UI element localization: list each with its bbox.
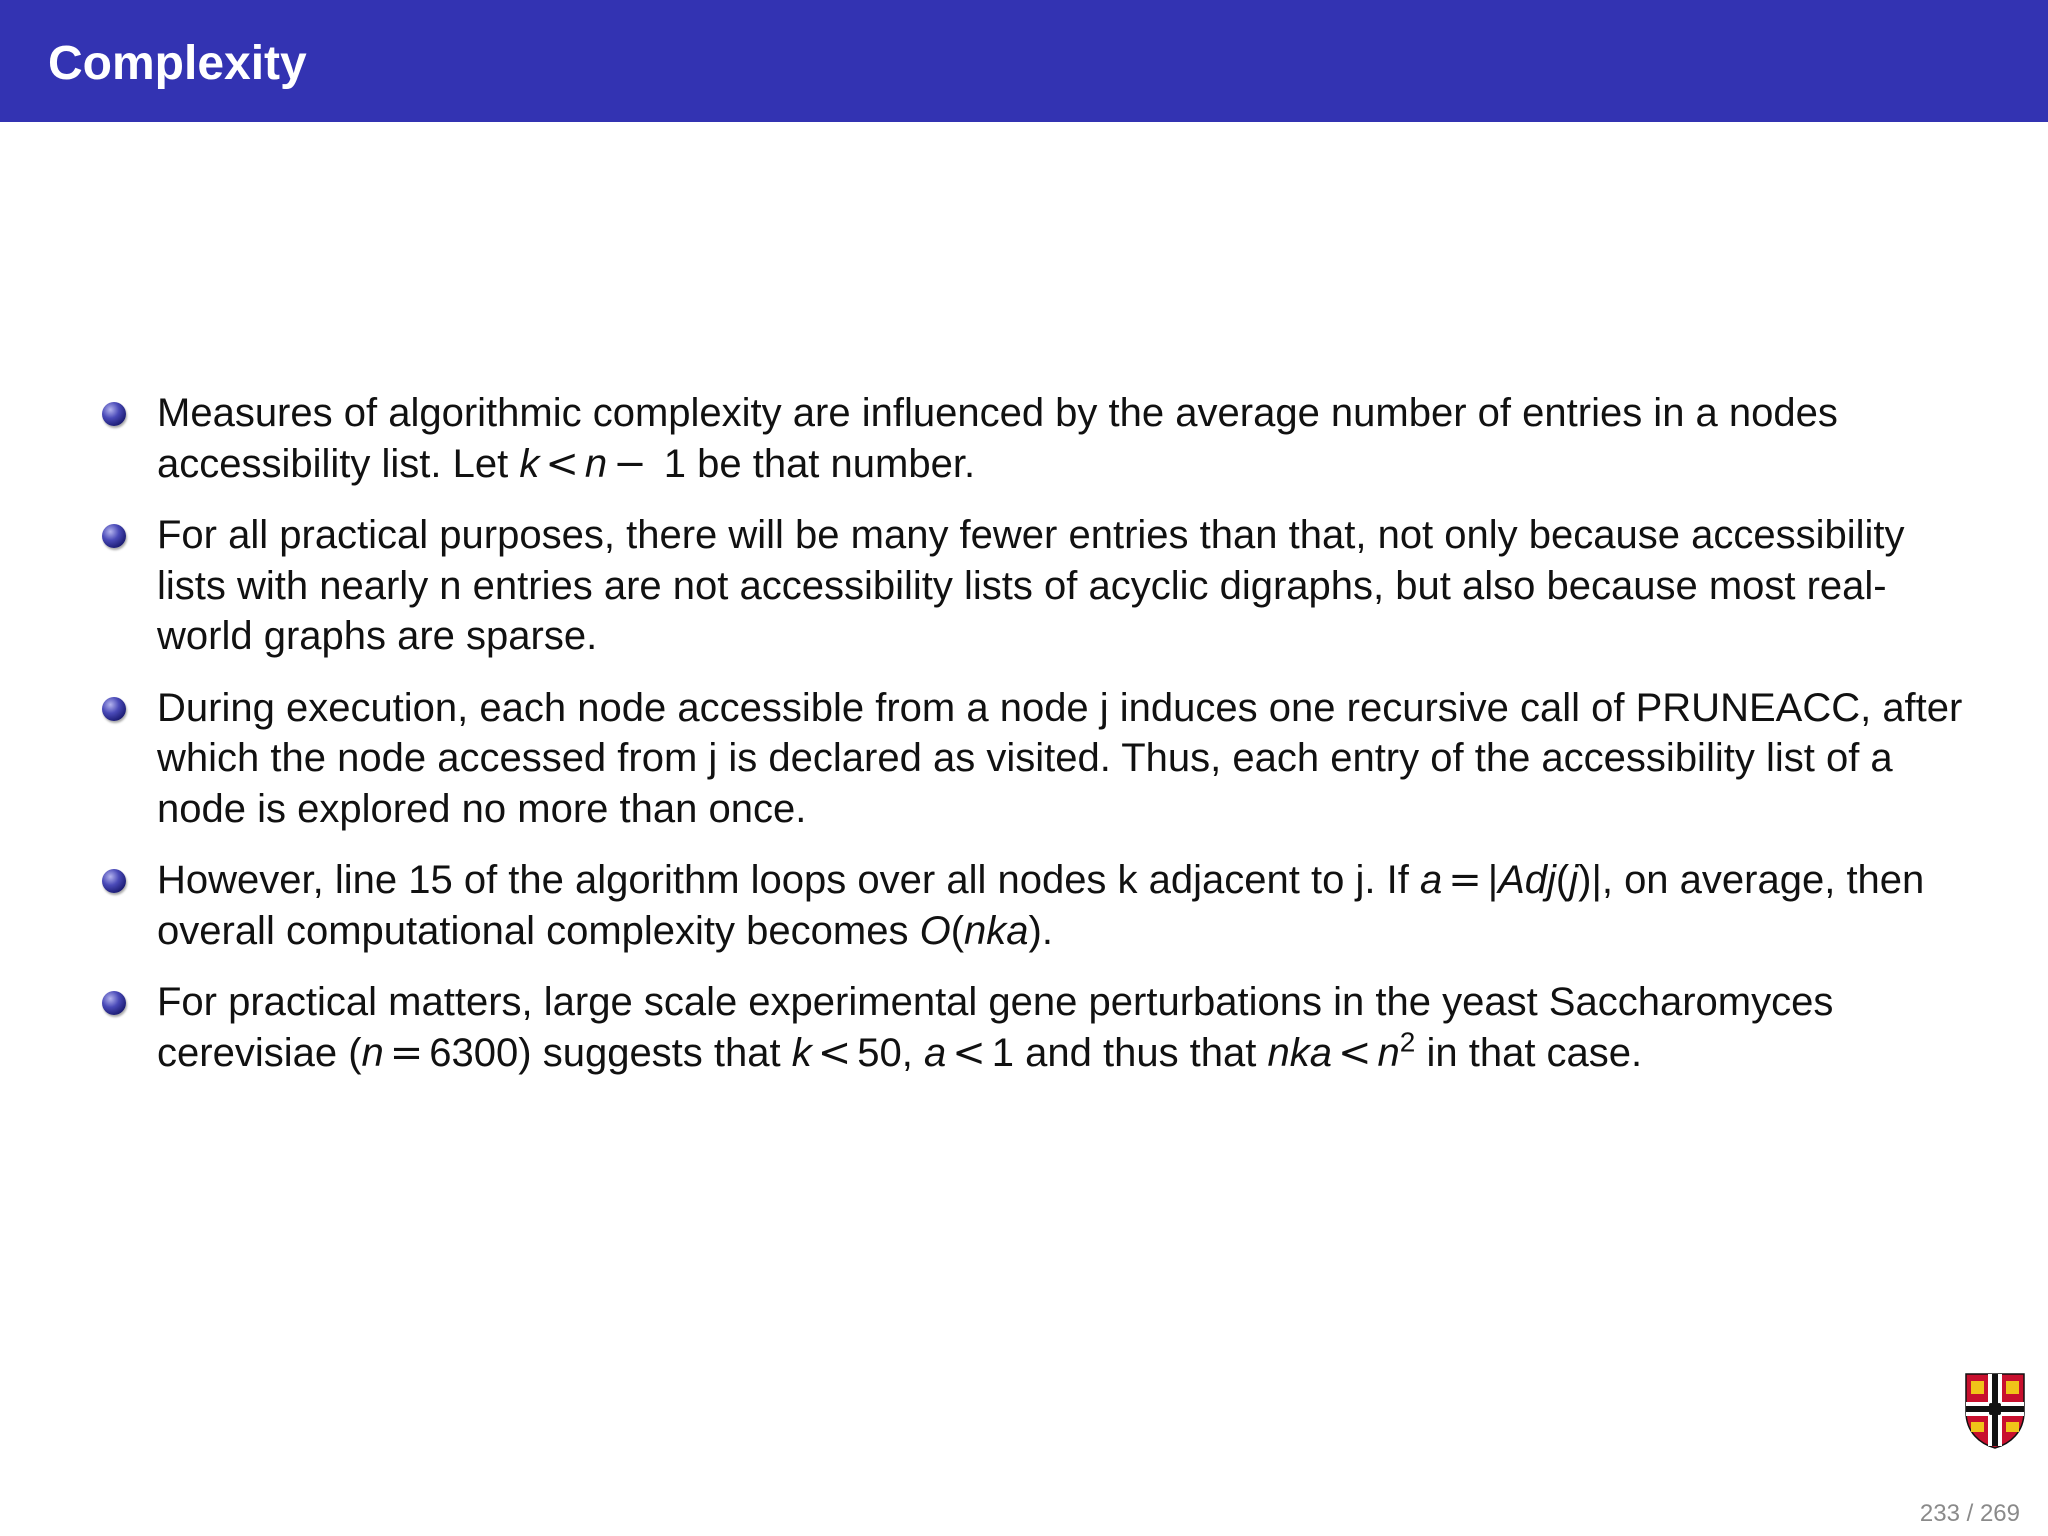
math-operator: < (817, 1029, 852, 1076)
math-variable: nka (1267, 1030, 1333, 1075)
bullet-text-5 (157, 977, 1980, 1078)
math-variable: Adj (1498, 858, 1556, 902)
superscript: 2 (1399, 1026, 1416, 1058)
bullet-item-4 (100, 855, 1980, 956)
math-variable: nka (964, 908, 1029, 953)
math-variable: O (919, 908, 951, 953)
bullet-text-2: For all practical purposes, there will be many fewer entries than that, not only because accessibility lists with nearly n entries are not accessibility lists of acyclic digraphs, but also because most real-world graphs are sparse. (157, 513, 1905, 658)
bullet-item-2 (100, 510, 1980, 662)
text-run: However, line 15 of the algorithm loops over all nodes k adjacent to j. If (157, 858, 1420, 902)
bullet-text-1 (157, 388, 1980, 489)
text-run: )|, on average, then overall computational complexity becomes (157, 858, 1925, 953)
bullet-item-3 (100, 683, 1980, 835)
page-separator: / (1959, 1500, 1980, 1527)
slide-title: Complexity (48, 37, 307, 90)
bullet-ball-icon (102, 524, 126, 548)
bullet-text-3: During execution, each node accessible from a node j induces one recursive call of PRUNEACC, after which the node accessed from j is declared as visited. Thus, each entry of the accessibility list of a node is explored no more than once. (157, 685, 1963, 831)
bullet-ball-icon (102, 697, 126, 721)
university-crest-icon (1964, 1372, 2026, 1450)
math-operator: < (952, 1029, 986, 1076)
math-operator: − (613, 440, 647, 487)
bullet-ball-icon (102, 402, 126, 426)
math-operator: < (1338, 1029, 1372, 1076)
math-variable: a (923, 1030, 947, 1075)
title-bar (0, 0, 2048, 122)
math-operator: = (1448, 857, 1482, 903)
text-run: 1 and thus that (991, 1030, 1268, 1075)
text-run: ). (1028, 908, 1053, 953)
math-variable: a (1419, 858, 1443, 902)
text-run: in that case. (1415, 1030, 1643, 1075)
math-variable: n (584, 441, 608, 486)
math-operator: < (545, 440, 579, 487)
page-current: 233 (1919, 1500, 1960, 1527)
text-run: ( (950, 908, 965, 953)
text-run: 1 be that number. (652, 441, 976, 486)
text-run: | (1487, 858, 1499, 902)
math-operator: = (389, 1029, 424, 1076)
math-variable: k (519, 441, 540, 486)
bullet-list (100, 388, 1980, 1099)
math-variable: k (791, 1030, 812, 1075)
math-variable: n (1377, 1030, 1400, 1075)
text-run: 6300) suggests that (429, 1030, 792, 1075)
page-number (1920, 1500, 2020, 1528)
bullet-ball-icon (102, 869, 126, 893)
bullet-item-1 (100, 388, 1980, 489)
bullet-item-5 (100, 977, 1980, 1078)
math-variable: j (1569, 858, 1579, 902)
bullet-ball-icon (102, 991, 126, 1015)
text-run: ( (1555, 858, 1570, 902)
text-run: For practical matters, large scale experimental gene perturbations in the yeast Saccharomyces cerevisiae ( (157, 980, 1834, 1075)
math-variable: n (361, 1030, 384, 1075)
text-run: Measures of algorithmic complexity are influenced by the average number of entries in a nodes accessibility list. Let (157, 391, 1838, 486)
bullet-text-4 (157, 855, 1980, 956)
text-run: 50, (857, 1030, 924, 1075)
page-total: 269 (1979, 1500, 2020, 1527)
